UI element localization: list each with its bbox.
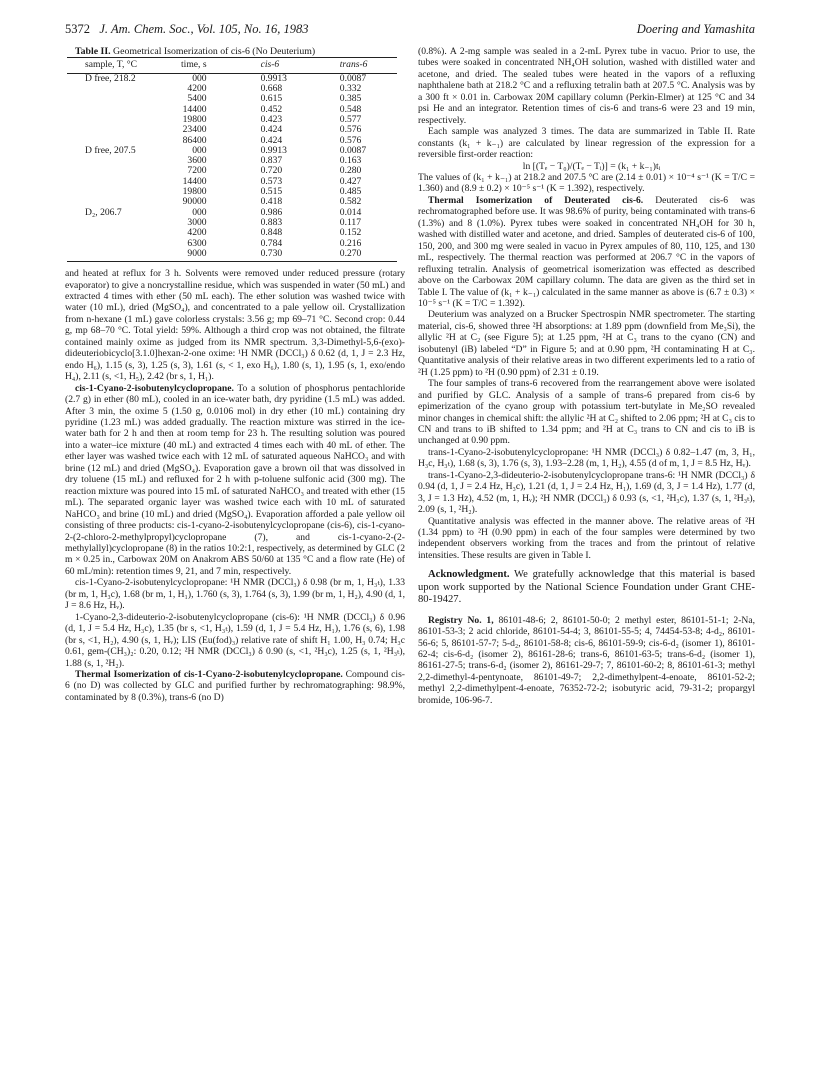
- table-cell: 0.582: [339, 196, 362, 208]
- body-paragraph: [418, 516, 755, 562]
- table-cell: 0.9913: [260, 144, 287, 156]
- body-paragraph: [418, 195, 755, 310]
- table-header-cell: trans-6: [318, 58, 397, 73]
- right-column: [418, 46, 755, 706]
- paragraph-text: ln [(Tₑ − T₀)/(Tₑ − Tᵢ)] = (k₁ + k₋₁)tᵢ: [522, 160, 661, 172]
- table-cell: 0.986: [260, 206, 283, 218]
- paragraph-text: (0.8%). A 2-mg sample was sealed in a 2-mL Pyrex tube in vacuo. Prior to use, the tubes were soaked in concentrated NH₄OH solution, washed with distilled water and acetone, and dried. The sealed tubes were heated in the vapors of a refluxing naphthalene bath at 218.2 °C and a refluxing tetralin bath at 207.5 °C. Analysis was by a 300 ft × 0.01 in. Carbowax 20M capillary column (Perkin-Elmer) at 125 °C and 34 psi He and an integrator. Retention times of cis-6 and trans-6 were 23 and 19 min, respectively.: [418, 46, 755, 126]
- paragraph-text: Quantitative analysis was effected in the manner above. The relative areas of ²H (1.34 ppm) to ²H (0.90 ppm) in each of the four samples were determined by two independent observers working from the traces and from the printout of relative intensities. These results are given in Table I.: [418, 515, 755, 561]
- left-column-text: [65, 268, 405, 703]
- table-cell: [67, 249, 158, 262]
- table-cell: 9000: [158, 249, 229, 262]
- table-cell: 0.577: [339, 113, 362, 125]
- table-cell: 90000: [182, 196, 207, 208]
- table-cell: 14400: [182, 103, 207, 115]
- table-cell: D free, 218.2: [85, 72, 136, 84]
- body-paragraph: [65, 669, 405, 703]
- body-paragraph: [65, 383, 405, 578]
- table-cell: 0.730: [229, 249, 318, 262]
- paragraph-text: trans-1-Cyano-2,3-dideuterio-2-isobutenylcyclopropane trans-6: ¹H NMR (DCCl₃) δ 0.94 (d, 1, J = 2.4 Hz, H₃c), 1.21 (d, 1, J = 2.4 Hz, H₁), 1.69 (d, 3, J = 1.4 Hz), 1.77 (d, 3, J = 1.3 Hz), 4.52 (m, 1, Hᵥ); ²H NMR (DCCl₃) δ 0.93 (s, <1, ²H₃c), 1.37 (s, 1, ²H₃ₜ), 2.09 (s, 1, ²H₂).: [418, 469, 755, 516]
- table-cell: 000: [192, 144, 207, 156]
- body-paragraph: [418, 126, 755, 160]
- table-cell: 4200: [187, 227, 207, 239]
- paragraph-text: Compound cis-6 (no D) was collected by GLC and purified further by rechromatographing: 98.9%, contaminated by 8 (0.3%), trans-6 (no D): [65, 668, 406, 703]
- paragraph-heading: Registry No. 1,: [428, 614, 494, 626]
- table-cell: [67, 177, 158, 187]
- table-cell: [67, 166, 158, 176]
- table-title: Geometrical Isomerization of cis-6 (No Deuterium): [113, 46, 316, 57]
- table-cell: 7200: [187, 165, 207, 177]
- table-cell: 4200: [187, 83, 207, 95]
- table-label: Table II.: [75, 46, 111, 57]
- left-column: [65, 46, 405, 703]
- table-header-cell: time, s: [158, 58, 229, 73]
- table-cell: 0.163: [339, 155, 362, 167]
- paragraph-text: cis-1-Cyano-2-isobutenylcyclopropane: ¹H NMR (DCCl₃) δ 0.98 (br m, 1, H₃ₜ), 1.33 (br m, 1, H₃c), 1.68 (br m, 1, H₁), 1.760 (s, 3), 1.764 (s, 3), 1.99 (br m, 1, H₂), 4.90 (d, 1, J = 8.6 Hz, Hᵥ).: [65, 577, 405, 612]
- paragraph-heading: Acknowledgment.: [428, 569, 510, 581]
- table-cell: 0.152: [339, 227, 362, 239]
- table-cell: 0.270: [318, 249, 397, 262]
- table-row: [67, 249, 397, 262]
- table-caption: [65, 46, 405, 57]
- table-cell: 0.427: [339, 175, 362, 187]
- table-cell: 0.452: [260, 103, 283, 115]
- table-cell: 23400: [182, 124, 207, 136]
- table-cell: 0.0087: [339, 144, 367, 156]
- table-cell: 0.883: [260, 216, 283, 228]
- body-paragraph: [65, 612, 405, 669]
- isomerization-table: [67, 57, 397, 262]
- page-number: 5372: [65, 22, 90, 36]
- body-paragraph: [65, 577, 405, 611]
- table-cell: [67, 187, 158, 197]
- volume-issue: Vol. 105, No. 16, 1983: [196, 22, 309, 36]
- table-cell: 14400: [182, 175, 207, 187]
- table-cell: 0.117: [339, 216, 361, 228]
- table-cell: [67, 228, 158, 238]
- paragraph-text: The four samples of trans-6 recovered from the rearrangement above were isolated and purified by GLC. Analysis of a sample of trans-6 prepared from cis-6 by epimerization of the cyano group with potassium tert-butylate in Me₂SO revealed minor changes in chemical shift: the allylic ²H at C₂ shifted to 2.06 ppm; ²H at C₃ cis to CN and trans to iB shifted to 1.34 ppm; and ²H at C₃ trans to CN and cis to iB is unchanged at 0.90 ppm.: [418, 378, 755, 447]
- table-cell: [67, 84, 158, 94]
- paragraph-heading: Thermal Isomerization of cis-1-Cyano-2-isobutenylcyclopropane.: [75, 668, 343, 680]
- table-cell: 6300: [187, 237, 207, 249]
- paragraph-heading: Thermal Isomerization of Deuterated cis-6.: [428, 194, 644, 206]
- table-cell: 0.216: [339, 237, 362, 249]
- table-row: [67, 228, 397, 238]
- table-cell: 0.485: [339, 186, 362, 198]
- paragraph-text: 86101-48-6; 2, 86101-50-0; 2 methyl ester, 86101-51-1; 2-Na, 86101-53-3; 2 acid chloride, 86101-54-4; 3, 86101-55-5; 4, 74454-53-8; 4-d₂, 86101-56-6; 5, 86101-57-7; 5-d₂, 86101-58-8; cis-6, 86101-59-9; cis-6-d₂ (isomer 1), 86101-62-4; cis-6-d₂ (isomer 2), 86161-28-6; trans-6, 86101-63-5; trans-6-d₂ (isomer 1), 86161-27-5; trans-6-d₂ (isomer 2), 86161-29-7; 7, 86101-60-2; 8, 86101-61-3; methyl 2,2-dimethyl-4-pentynoate, 86101-49-7; 2,2-dimethylpent-4-enoate, 86101-52-2; methyl 2,2-dimethylpent-4-enoate, 76352-72-2; isobutyric acid, 79-31-2; propargyl bromide, 106-96-7.: [418, 614, 755, 706]
- paragraph-text: Deuterated cis-6 was rechromatographed before use. It was 98.6% of purity, being contaminated with trans-6 (1.3%) and 8 (1.0%). Pyrex tubes were soaked in concentrated NH₄OH for 30 h, washed with distilled water and acetone, and dried. Samples of deuterated cis-6 of 100, 150, 200, and 300 mg were sealed in vacuo in Pyrex ampules of 80, 110, 125, and 130 mL, respectively. The thermal reaction was performed at 206.7 °C in the vapors of refluxing tetralin. Analysis of geometrical isomerization was effected as described above on the Carbowax 20M capillary column. The data are given as the third set in Table I. The value of (k₁ + k₋₁) calculated in the same manner as above is (6.7 ± 0.3) × 10⁻⁵ s⁻¹ (K = T/C = 1.392).: [418, 194, 755, 309]
- table-cell: 0.615: [260, 93, 283, 105]
- table-cell: 3600: [187, 155, 207, 167]
- table-header-cell: sample, T, °C: [67, 58, 158, 73]
- paragraph-text: and heated at reflux for 3 h. Solvents were removed under reduced pressure (rotary evaporator) to give a noncrystalline residue, which was suspended in water (50 mL) and extracted 4 times with ether (50 mL each). The ether solution was washed twice with water (10 mL), dried (MgSO₄), and concentrated to a pale yellow oil. Crystallization from n-hexane (1 mL) gave colorless crystals: 3.56 g; mp 69–71 °C. Second crop: 0.44 g, mp 68–70 °C. Total yield: 59%. Although a third crop was not obtained, the filtrate contained mainly oxime as judged from its NMR spectrum. 3,3-Dimethyl-5,6-(exo)-dideuteriobicyclo[3.1.0]hexan-2-one oxime: ¹H NMR (DCCl₃) δ 0.62 (d, 1, J = 2.3 Hz, endo H₆), 1.15 (s, 3), 1.25 (s, 3), 1.61 (s, < 1, exo H₆), 1.80 (s, 1), 1.95 (s, 1, exo/endo H₄), 2.11 (s, <1, H₅), 2.42 (br s, 1, H₁).: [65, 268, 405, 383]
- table-row: [67, 125, 397, 135]
- rate-equation: [418, 161, 755, 172]
- body-paragraph: [418, 378, 755, 447]
- table-cell: 0.385: [339, 93, 362, 105]
- table-cell: [67, 156, 158, 166]
- table-cell: 19800: [182, 186, 207, 198]
- body-paragraph: [418, 309, 755, 378]
- table-cell: 19800: [182, 113, 207, 125]
- table-cell: [67, 115, 158, 125]
- table-cell: 0.668: [260, 83, 283, 95]
- table-cell: 0.0087: [339, 72, 367, 84]
- registry-numbers: [418, 615, 755, 707]
- table-cell: 0.332: [339, 83, 362, 95]
- table-cell: 0.424: [260, 134, 283, 146]
- paragraph-text: To a solution of phosphorus pentachloride (2.7 g) in ether (80 mL), cooled in an ice-water bath, dry pyridine (1.5 mL) was added. After 3 min, the oxime 5 (1.50 g, 0.0106 mol) in dry ether (10 mL) containing dry pyridine (1.23 mL) was added gradually. The reaction mixture was stirred in the ice-water bath for 2 h and then at room temp for 23 h. The resulting solution was poured into a water–ice mixture (40 mL) and extracted 4 times each with 40 mL of ether. The ether layer was washed twice each with 12 mL of saturated aqueous NaHCO₃ and with brine (12 mL) and dried (MgSO₄). Evaporation gave a brown oil that was dissolved in dry toluene (15 mL) and refluxed for 2 h with p-toluene sulfonic acid (300 mg). The reaction mixture was poured into 15 mL of saturated NaHCO₃ and treated with ether (15 mL). The separated organic layer was washed twice each with 10 mL of saturated NaHCO₃ and brine (10 mL) and dried (MgSO₄). Evaporation afforded a pale yellow oil consisting of three products: cis-1-cyano-2-isobutenylcyclopropane (cis-6), cis-1-cyano-2-(2-chloro-2-methylpropyl)cyclopropane (7), and cis-1-cyano-2-(2-methylallyl)cyclopropane (8) in the ratios 10:2:1, respectively, as determined by GLC (2 m × 0.25 in., Carbowax 20M on Anakrom ABS 50/60 at 135 °C and a flow rate (He) of 60 mL/min): retention times 9, 21, and 7 min, respectively.: [65, 382, 405, 577]
- table-cell: 0.280: [339, 165, 362, 177]
- table-cell: 0.014: [339, 206, 362, 218]
- body-paragraph: [418, 470, 755, 516]
- table-cell: 0.9913: [260, 72, 287, 84]
- authors: Doering and Yamashita: [636, 22, 755, 36]
- table-cell: 0.576: [339, 134, 362, 146]
- table-header-row: [67, 58, 397, 73]
- table-cell: 0.573: [260, 175, 283, 187]
- table-cell: 0.784: [260, 237, 283, 249]
- table-cell: 3000: [187, 216, 207, 228]
- table-cell: [67, 105, 158, 115]
- table-cell: 0.720: [260, 165, 283, 177]
- table-cell: 000: [192, 206, 207, 218]
- table-cell: [67, 94, 158, 104]
- table-cell: 86400: [182, 134, 207, 146]
- table-cell: 0.418: [260, 196, 283, 208]
- paragraph-text: 1-Cyano-2,3-dideuterio-2-isobutenylcyclopropane (cis-6): ¹H NMR (DCCl₃) δ 0.96 (d, 1, J = 5.4 Hz, H₃c), 1.35 (br s, <1, H₃ₜ), 1.59 (d, 1, J = 5.4 Hz, H₁), 1.76 (s, 6), 1.98 (br s, <1, H₂), 4.90 (s, 1, Hᵥ); LIS (Eu(fod)₃) relative rate of shift H₁ 1.00, H₃ 0.74; H₃c 0.61, gem-(CH₃)₂: 0.20, 0.12; ²H NMR (DCCl₃) δ 0.90 (s, <1, ²H₃c), 1.25 (s, 1, ²H₃ₜ), 1.88 (s, 1, ²H₂).: [65, 611, 405, 669]
- paragraph-text: The values of (k₁ + k₋₁) at 218.2 and 207.5 °C are (2.14 ± 0.01) × 10⁻⁴ s⁻¹ (K = T/C = 1.360) and (8.9 ± 0.2) × 10⁻⁵ s⁻¹ (K = 1.392), respectively.: [418, 171, 755, 195]
- table-cell: [67, 125, 158, 135]
- table-header-cell: cis-6: [229, 58, 318, 73]
- table-cell: 0.837: [260, 155, 283, 167]
- acknowledgment: [418, 569, 755, 606]
- table-cell: [67, 239, 158, 249]
- running-head-left: [65, 22, 309, 37]
- paragraph-text: Deuterium was analyzed on a Brucker Spectrospin NMR spectrometer. The starting material, cis-6, showed three ²H absorptions: at 1.89 ppm (downfield from Me₃Si), the allylic ²H at C₂ (see Figure 5); at 1.25 ppm, ²H at C₃ trans to the cyano (CN) and isobutenyl (iB) labeled “D” in Figure 5; and at 0.90 ppm, ²H contaminating H at C₃. Quantitative analysis of their relative areas in two different experiments led to a ratio of ²H (1.25 ppm) to ²H (0.90 ppm) of 2.31 ± 0.19.: [418, 309, 755, 378]
- running-head: [65, 22, 755, 38]
- table-cell: 0.424: [260, 124, 283, 136]
- table-cell: 0.576: [339, 124, 362, 136]
- paragraph-text: We gratefully acknowledge that this material is based upon work supported by the National Science Foundation under Grant CHE-80-19427.: [418, 569, 755, 606]
- journal-name: J. Am. Chem. Soc.,: [99, 22, 194, 36]
- table-body: [67, 73, 397, 261]
- table-cell: [67, 218, 158, 228]
- table-cell: 5400: [187, 93, 207, 105]
- paragraph-text: Each sample was analyzed 3 times. The data are summarized in Table II. Rate constants (k₁ + k₋₁) are calculated by linear regression of the expression for a reversible first-order reaction:: [418, 126, 755, 161]
- body-paragraph: [418, 46, 755, 126]
- table-cell: 0.548: [339, 103, 362, 115]
- paragraph-heading: cis-1-Cyano-2-isobutenylcyclopropane.: [75, 382, 234, 394]
- table-cell: 000: [192, 72, 207, 84]
- table-cell: 0.515: [260, 186, 283, 198]
- paragraph-text: trans-1-Cyano-2-isobutenylcyclopropane: ¹H NMR (DCCl₃) δ 0.82–1.47 (m, 3, H₁, H₃c, H₃ₜ), 1.68 (s, 3), 1.76 (s, 3), 1.93–2.28 (m, 1, H₂), 4.55 (d of m, 1, J = 8.5 Hz, Hᵥ).: [418, 446, 755, 470]
- body-paragraph: [418, 447, 755, 470]
- table-cell: D free, 207.5: [85, 144, 136, 156]
- table-cell: D₂, 206.7: [85, 206, 122, 218]
- body-paragraph: [65, 268, 405, 383]
- table-cell: 0.423: [260, 113, 283, 125]
- body-paragraph: [418, 172, 755, 195]
- table-cell: 0.848: [260, 227, 283, 239]
